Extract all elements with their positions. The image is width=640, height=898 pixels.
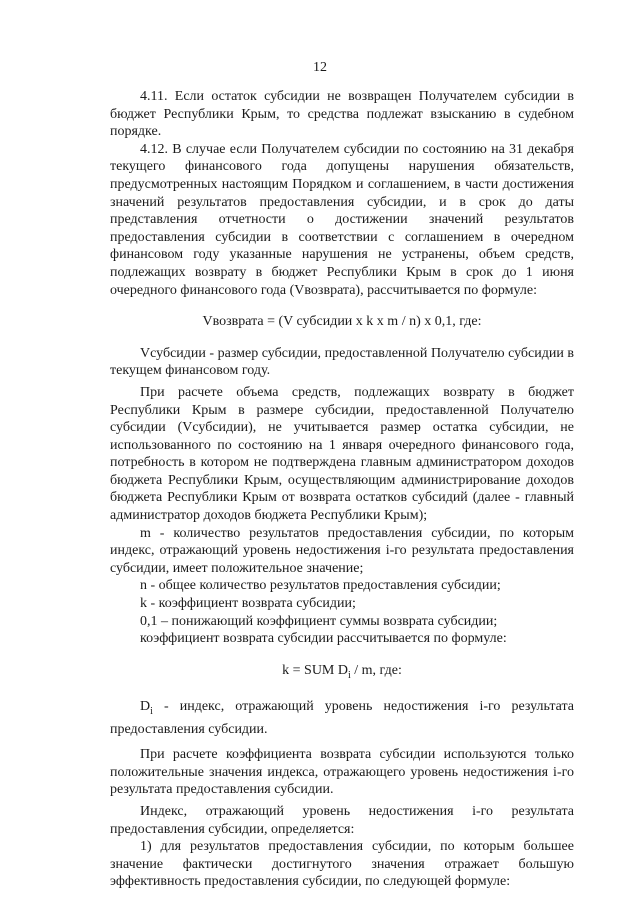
list-item-1: 1) для результатов предоставления субсидии, по которым большее значение фактически достигнутого значения отражает большую эффективность предоставления субсидии, по следующей формуле: [110, 839, 574, 890]
page-number: 12 [313, 60, 327, 75]
paragraph-4-12: 4.12. В случае если Получателем субсидии по состоянию на 31 декабря текущего финансового года допущены нарушения обязательств, предусмотренных настоящим Порядком и соглашением, в части достижения значений результатов предоставления субсидии, и в срок до даты представления отчетности о достижении значений результатов предоставления субсидии в соответствии с соглашением в очередном финансовом году указанные нарушения не устранены, объем средств, подлежащих возврату в бюджет Республики Крым в срок до 1 июня очередного финансового года (Vвозврата), рассчитывается по формуле: [110, 141, 574, 298]
k-formula-intro: коэффициент возврата субсидии рассчитывается по формуле: [140, 631, 507, 647]
paragraph-calculation: При расчете объема средств, подлежащих возврату в бюджет Республики Крым в размере субсидии, предоставленной Получателю субсидии (Vсубсидии), не учитывается размер остатка субсидии, не использованного по состоянию на 1 января очередного финансового года, потребность в котором не подтверждена главным администратором доходов бюджета Республики Крым, осуществляющим администрирование доходов бюджета Республики Крым от возврата остатков субсидий (далее - главный администратор доходов бюджета Республики Крым); [110, 384, 574, 524]
paragraph-index: Индекс, отражающий уровень недостижения i-го результата предоставления субсидии, определяется: [110, 803, 574, 837]
formula-return-volume: Vвозврата = (V субсидии x k x m / n) x 0,1, где: [202, 314, 482, 330]
definition-di: $D_i$ - индекс, отражающий уровень недостижения i-го результата предоставления субсидии. [110, 699, 574, 737]
formula-k: k = SUM $D_i$ / m, где: [282, 662, 402, 681]
definition-coefficient: 0,1 – понижающий коэффициент суммы возврата субсидии; [140, 613, 498, 629]
definition-v-subsidy: Vсубсидии - размер субсидии, предоставленной Получателю субсидии в текущем финансовом году. [110, 345, 574, 379]
definition-k: k - коэффициент возврата субсидии; [140, 596, 356, 612]
paragraph-positive-values: При расчете коэффициента возврата субсидии используются только положительные значения индекса, отражающего уровень недостижения i-го результата предоставления субсидии. [110, 747, 574, 798]
definition-m: m - количество результатов предоставления субсидии, по которым индекс, отражающий уровень недостижения i-го результата предоставления субсидии, имеет положительное значение; [110, 525, 574, 576]
paragraph-4-11: 4.11. Если остаток субсидии не возвращен Получателем субсидии в бюджет Республики Крым, то средства подлежат взысканию в судебном порядке. [110, 89, 574, 140]
document-body [110, 88, 574, 891]
definition-n: n - общее количество результатов предоставления субсидии; [140, 578, 501, 594]
